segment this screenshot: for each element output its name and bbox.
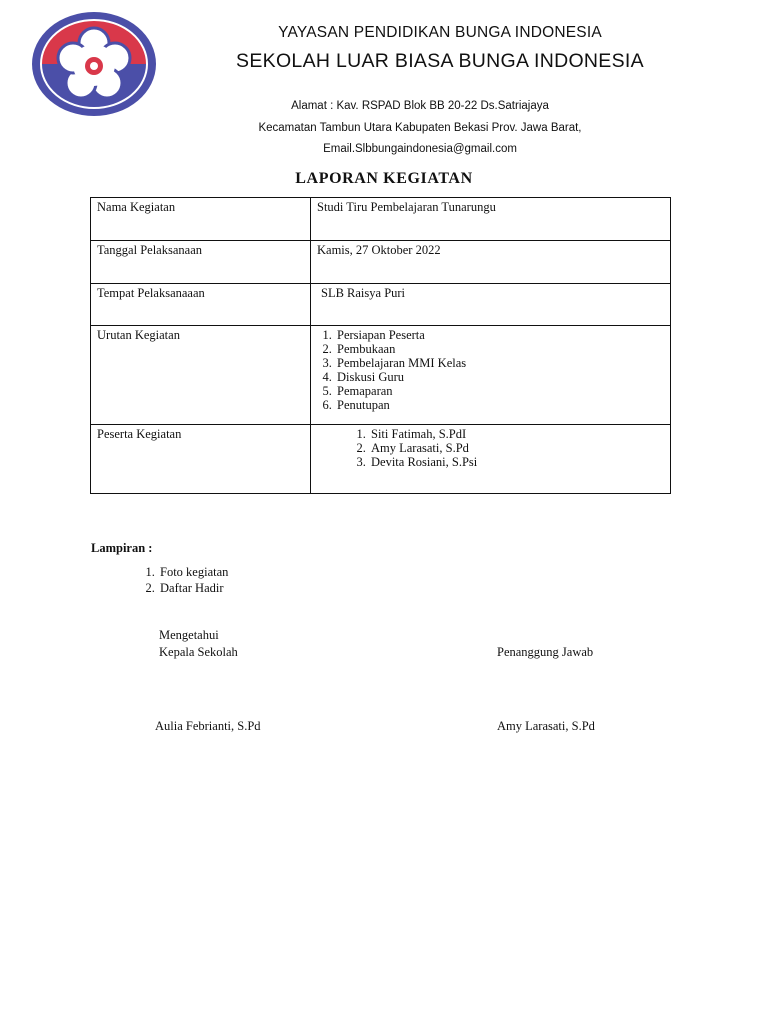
- table-row: [91, 425, 671, 494]
- list-item: 2. Daftar Hadir: [158, 580, 228, 596]
- row-label: Tanggal Pelaksanaan: [91, 241, 311, 284]
- report-table: [90, 197, 671, 494]
- row-value: Kamis, 27 Oktober 2022: [311, 241, 671, 284]
- list-item: 4. Diskusi Guru: [335, 370, 664, 384]
- list-item: 1. Persiapan Peserta: [335, 328, 664, 342]
- principal-name: Aulia Febrianti, S.Pd: [155, 719, 261, 733]
- page-title: LAPORAN KEGIATAN: [295, 170, 473, 187]
- table-row: [91, 326, 671, 425]
- responsible-role: Penanggung Jawab: [497, 645, 594, 659]
- row-label: Tempat Pelaksanaaan: [91, 284, 311, 326]
- table-row: [91, 241, 671, 284]
- list-item: 3. Pembelajaran MMI Kelas: [335, 356, 664, 370]
- list-item: 1. Siti Fatimah, S.PdI: [369, 427, 664, 441]
- activity-order-list: [317, 328, 664, 412]
- principal-role: Kepala Sekolah: [159, 645, 238, 659]
- list-item: 6. Penutupan: [335, 398, 664, 412]
- attachments-label: Lampiran :: [91, 541, 153, 555]
- participants-cell: [311, 425, 671, 494]
- list-item: 5. Pemaparan: [335, 384, 664, 398]
- row-label: Peserta Kegiatan: [91, 425, 311, 494]
- list-item: 2. Pembukaan: [335, 342, 664, 356]
- row-value: SLB Raisya Puri: [311, 284, 671, 326]
- address-line-1: Alamat : Kav. RSPAD Blok BB 20-22 Ds.Satriajaya: [291, 100, 549, 112]
- email-address: Email.Slbbungaindonesia@gmail.com: [323, 143, 517, 155]
- acknowledge-text: Mengetahui: [159, 628, 219, 642]
- row-label: Nama Kegiatan: [91, 198, 311, 241]
- table-row: [91, 284, 671, 326]
- school-name: SEKOLAH LUAR BIASA BUNGA INDONESIA: [236, 50, 644, 72]
- row-value: Studi Tiru Pembelajaran Tunarungu: [311, 198, 671, 241]
- list-item: 3. Devita Rosiani, S.Psi: [369, 455, 664, 469]
- row-label: Urutan Kegiatan: [91, 326, 311, 425]
- list-item: 2. Amy Larasati, S.Pd: [369, 441, 664, 455]
- address-line-2: Kecamatan Tambun Utara Kabupaten Bekasi Prov. Jawa Barat,: [258, 122, 582, 134]
- list-item: 1. Foto kegiatan: [158, 564, 228, 580]
- responsible-name: Amy Larasati, S.Pd: [497, 719, 595, 733]
- foundation-name: YAYASAN PENDIDIKAN BUNGA INDONESIA: [278, 24, 602, 41]
- activity-order-cell: [311, 326, 671, 425]
- participants-list: [317, 427, 664, 469]
- table-row: [91, 198, 671, 241]
- attachments-list: [137, 564, 228, 596]
